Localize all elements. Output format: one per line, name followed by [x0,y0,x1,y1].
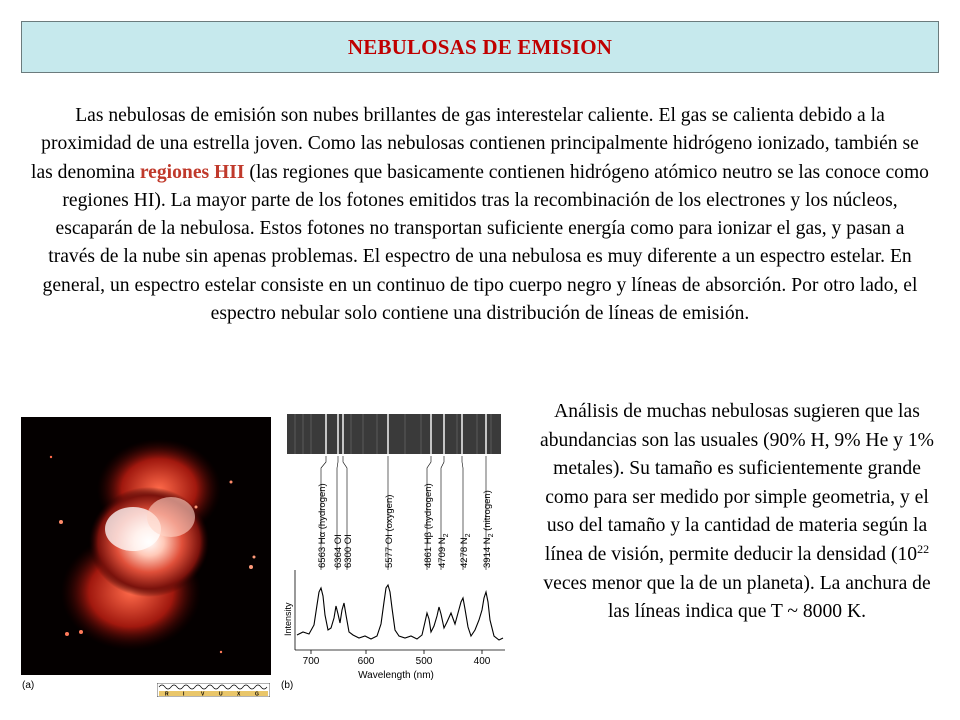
nebula-photo [21,417,271,675]
line-label: 6300 OI [343,534,354,568]
emission-spectrum-figure [281,410,521,686]
main-paragraph-text-continued: (las regiones que basicamente contienen hidrógeno atómico neutro se las conoce como regiones HI). La mayor parte de los fotones emitidos tras la recombinación de los electrones y los núcleos, escaparán de la nebulosa. Estos fotones no transportan suficiente energía como para ionizar el gas, y pasan a través de la nube sin apenas problemas. El espectro de una nebulosa es muy diferente a un espectro estelar. En general, un espectro estelar consiste en un continuo de tipo cuerpo negro y líneas de absorción. Por otro lado, el espectro nebular solo contiene una distribución de líneas de emisión. [42,161,929,325]
side-paragraph-text: Análisis de muchas nebulosas sugieren que las abundancias son las usuales (90% H, 9% He y 1% metales). Su tamaño es suficientemente grande como para ser medido por simple geometria, y el uso del tamaño y la cantidad de materia según la línea de visión, permite deducir la densidad (10 [540,401,934,565]
line-label: 5577 OI (oxygen) [384,494,395,568]
nebula-image [21,417,271,675]
side-paragraph-text-continued: veces menor que la de un planeta). La anchura de las líneas indica que T ~ 8000 K. [543,572,931,623]
x-tick-label: 500 [415,656,433,667]
title-banner [21,21,939,73]
line-label: 4861 Hβ (hydrogen) [423,483,434,568]
figure-label-b: (b) [281,680,294,691]
main-paragraph-text: Las nebulosas de emisión son nubes brillantes de gas interestelar caliente. El gas se calienta debido a la proximidad de una estrella joven. Como las nebulosas contienen principalmente hidrógeno ionizado, también se las denomina [31,105,919,183]
figure-label-a: (a) [22,680,35,691]
page-title: NEBULOSAS DE EMISION [347,34,613,59]
spectrum-strip [287,414,501,454]
wavelength-band-strip [157,683,270,697]
line-label: 6563 Hα (hydrogen) [317,483,328,568]
line-label: 4709 $N_2$ [437,533,450,568]
band-letter: G [255,691,259,697]
x-axis-label: Wavelength (nm) [358,670,434,681]
spectrum-curve [297,585,503,640]
line-label: 3914 $N_2$ (nitrogen) [482,490,495,568]
band-letter: V [201,691,205,697]
x-tick-label: 400 [473,656,491,667]
band-letter: R [165,691,169,697]
y-axis-label: Intensity [283,602,293,636]
highlight-term: regiones HII [139,161,245,183]
main-paragraph [30,102,930,328]
x-tick-label: 700 [302,656,320,667]
side-paragraph [532,398,942,627]
line-label: 6364 OI [333,534,344,568]
band-letter: I [183,691,185,697]
density-exponent: 22 [917,541,930,556]
band-letter: U [219,691,223,697]
x-tick-label: 600 [357,656,375,667]
band-letter: X [237,691,241,697]
line-label: 4278 $N_2$ [459,533,472,568]
